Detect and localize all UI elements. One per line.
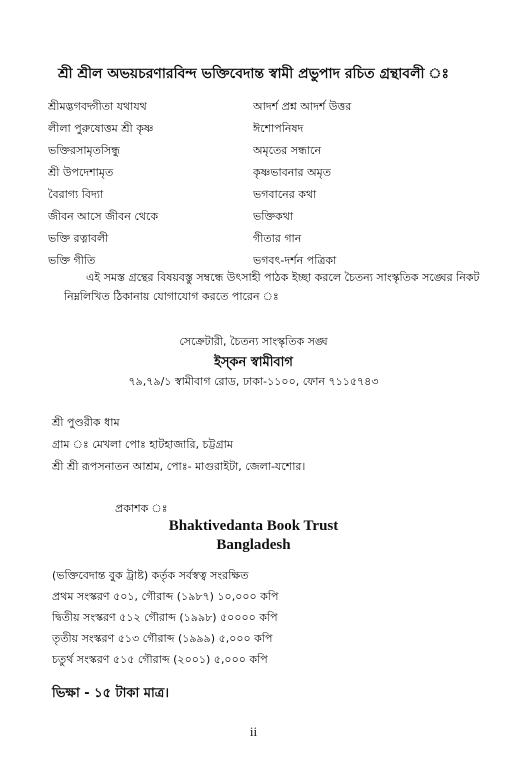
book-title: ভক্তিরসামৃতসিন্ধু — [48, 143, 121, 157]
book-title: জীবন আসে জীবন থেকে — [48, 209, 159, 223]
book-row — [48, 184, 488, 206]
page-number: ii — [249, 724, 258, 739]
book-row — [48, 118, 488, 140]
edition-line: চতুর্থ সংস্করণ ৫১৫ গৌরাব্দ (২০০১) ৫,০০০ কপি — [52, 653, 268, 666]
book-title: ভক্তি রত্নাবলী — [48, 231, 109, 245]
book-title: ঈশোপনিষদ — [253, 121, 304, 135]
book-title: শ্রীমদ্ভগবদ্গীতা যথাযথ — [48, 99, 147, 113]
edition-list — [52, 566, 472, 671]
book-title: ভক্তিকথা — [253, 209, 294, 223]
book-row — [48, 228, 488, 250]
publisher-country: Bangladesh — [216, 537, 291, 553]
book-title: শ্রী উপদেশামৃত — [48, 165, 114, 179]
publisher-name: Bhaktivedanta Book Trust — [168, 518, 339, 534]
book-title: আদর্শ প্রশ্ন আদর্শ উত্তর — [253, 99, 352, 113]
book-title: ভগবানের কথা — [253, 187, 317, 201]
contact-paragraph: এই সমস্ত গ্রন্থের বিষয়বস্তু সম্বন্ধে উৎসাহী পাঠক ইচ্ছা করলে চৈতন্য সাংস্কৃতিক সঙ্ঘের নিকট নিম্নলিখিত ঠিকানায় যোগাযোগ করতে পারেন ঃ — [64, 271, 480, 303]
edition-line: (ভক্তিবেদান্ত বুক ট্রাষ্ট) কর্তৃক সর্বস্বত্ব সংরক্ষিত — [52, 569, 249, 582]
book-title: বৈরাগ্য বিদ্যা — [48, 187, 104, 201]
contact-place: ইস্‌কন স্বামীবাগ — [214, 355, 293, 370]
publisher-label: প্রকাশক ঃ — [115, 502, 168, 515]
edition-line: প্রথম সংস্করণ ৫০১, গৌরাব্দ (১৯৮৭) ১০,০০০ কপি — [52, 590, 279, 603]
edition-line: দ্বিতীয় সংস্করণ ৫১২ গৌরাব্দ (১৯৯৮) ৫০০০০ কপি — [52, 611, 278, 624]
contact-org: সেক্রেটারী, চৈতন্য সাংস্কৃতিক সঙ্ঘ — [179, 335, 328, 348]
book-row — [48, 206, 488, 228]
branch-list — [52, 412, 492, 478]
book-row — [48, 162, 488, 184]
book-title: ভক্তি গীতি — [48, 253, 96, 267]
book-row — [48, 96, 488, 118]
book-title: গীতার গান — [253, 231, 302, 245]
price-note: ভিক্ষা - ১৫ টাকা মাত্র। — [52, 686, 169, 701]
branch-line: শ্রী শ্রী রূপসনাতন আশ্রম, পোঃ- মাগুরাইটা, জেলা-যশোর। — [52, 459, 306, 473]
page-heading: শ্রী শ্রীল অভয়চরণারবিন্দ ভক্তিবেদান্ত স্বামী প্রভুপাদ রচিত গ্রন্থাবলী ঃ — [58, 66, 449, 82]
book-title: ভগবৎ-দর্শন পত্রিকা — [253, 253, 337, 267]
contact-address: ৭৯,৭৯/১ স্বামীবাগ রোড, ঢাকা-১১০০, ফোন ৭১১৫৭৪৩ — [128, 375, 379, 388]
book-title: লীলা পুরুষোত্তম শ্রী কৃষ্ণ — [48, 121, 154, 135]
book-title: অমৃতের সন্ধানে — [253, 143, 322, 157]
book-list — [48, 96, 488, 272]
book-row — [48, 140, 488, 162]
branch-line: শ্রী পুণ্ডরীক ধাম — [52, 415, 120, 429]
branch-line: গ্রাম ঃ মেখলা পোঃ হাটহাজারি, চট্টগ্রাম — [52, 437, 233, 451]
book-title: কৃষ্ণভাবনার অমৃত — [253, 165, 331, 179]
edition-line: তৃতীয় সংস্করণ ৫১৩ গৌরাব্দ (১৯৯৯) ৫,০০০ কপি — [52, 632, 273, 645]
